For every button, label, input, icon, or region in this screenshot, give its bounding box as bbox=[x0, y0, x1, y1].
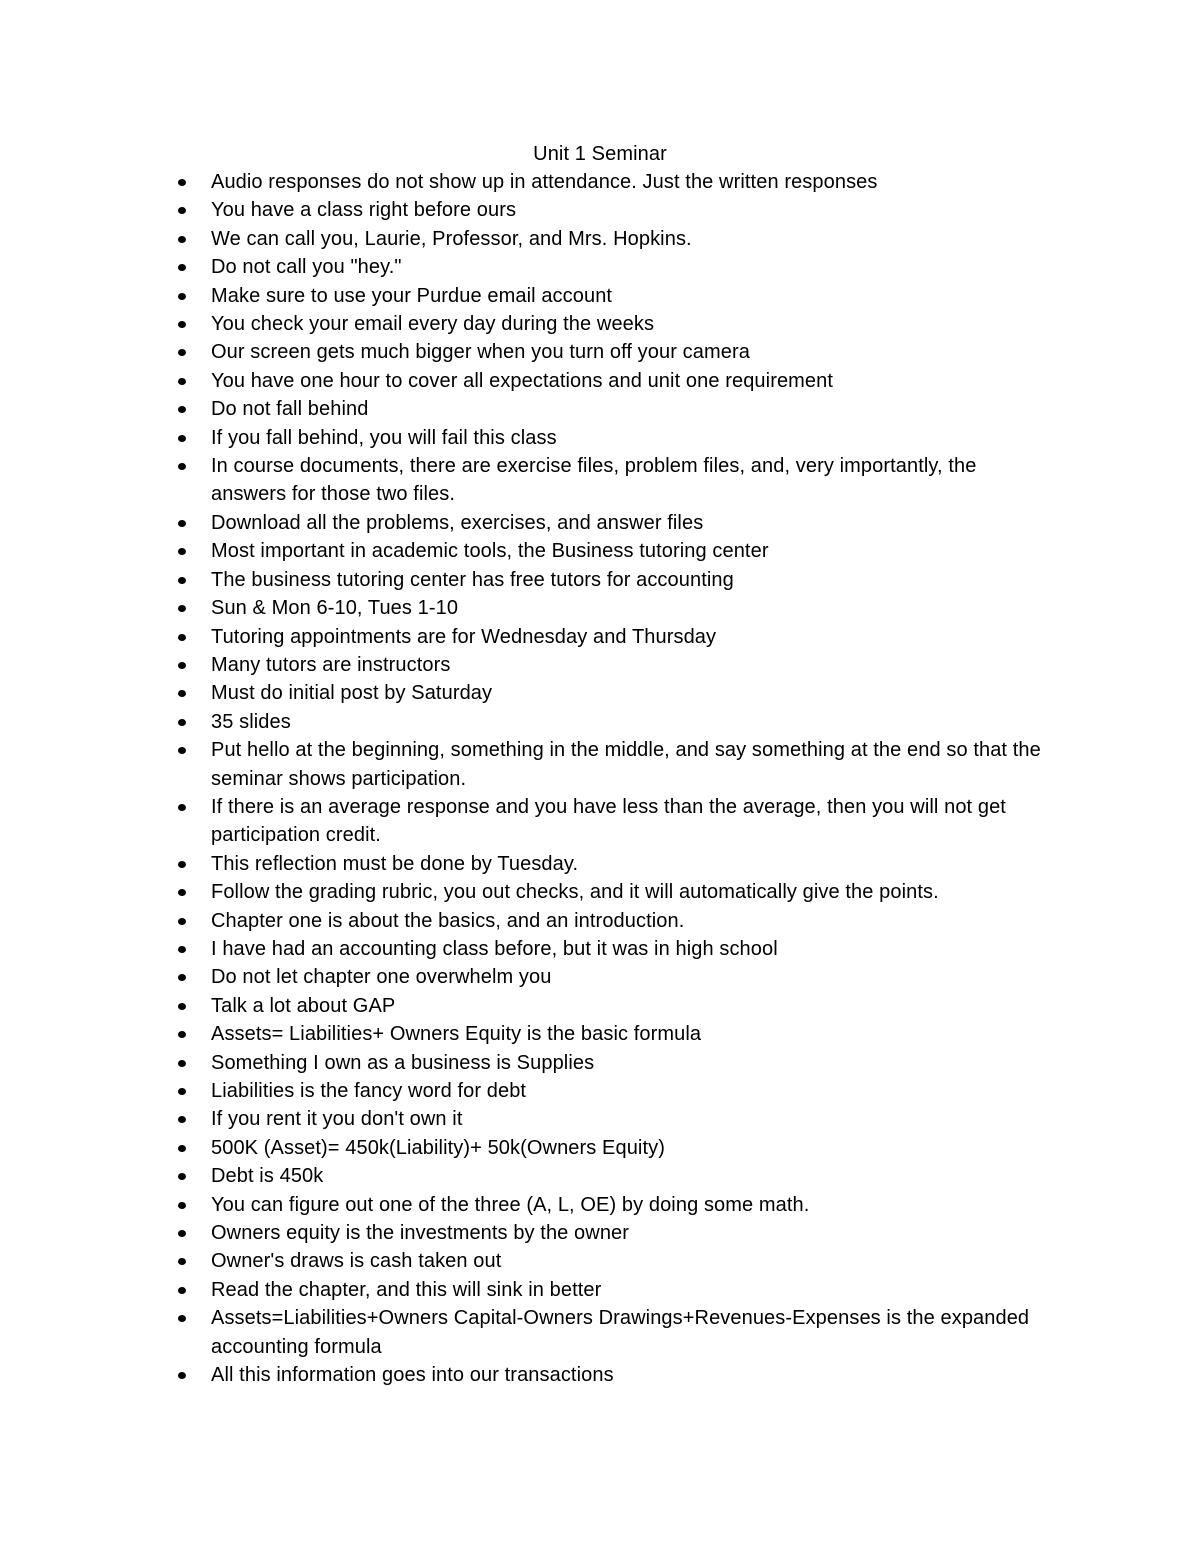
list-item bbox=[211, 907, 1041, 935]
list-item bbox=[211, 1049, 1041, 1077]
list-item bbox=[211, 566, 1041, 594]
list-item-text: If you fall behind, you will fail this class bbox=[211, 426, 557, 449]
list-item-text: Follow the grading rubric, you out checks, and it will automatically give the points. bbox=[211, 881, 939, 904]
list-item-text: 500K (Asset)= 450k(Liability)+ 50k(Owners Equity) bbox=[211, 1136, 665, 1159]
bullet-icon bbox=[178, 293, 186, 300]
bullet-icon bbox=[178, 1230, 186, 1237]
bullet-icon bbox=[178, 236, 186, 243]
bullet-icon bbox=[178, 1003, 186, 1010]
bullet-icon bbox=[178, 1372, 186, 1379]
list-item-text: You can figure out one of the three (A, L, OE) by doing some math. bbox=[211, 1193, 810, 1216]
bullet-icon bbox=[178, 548, 186, 555]
list-item-text: Assets= Liabilities+ Owners Equity is the basic formula bbox=[211, 1023, 702, 1046]
bullet-icon bbox=[178, 520, 186, 527]
list-item bbox=[211, 1219, 1041, 1247]
list-item-text: All this information goes into our transactions bbox=[211, 1364, 614, 1387]
bullet-icon bbox=[178, 1031, 186, 1038]
list-item bbox=[211, 594, 1041, 622]
bullet-icon bbox=[178, 889, 186, 896]
list-item bbox=[211, 1247, 1041, 1275]
list-item bbox=[211, 452, 1041, 509]
list-item-text: Liabilities is the fancy word for debt bbox=[211, 1080, 527, 1102]
list-item bbox=[211, 623, 1041, 651]
list-item bbox=[211, 282, 1041, 310]
list-item bbox=[211, 793, 1041, 850]
bullet-icon bbox=[178, 946, 186, 953]
list-item-text: In course documents, there are exercise files, problem files, and, very importantly, the answers for those two files. bbox=[211, 455, 977, 506]
list-item bbox=[211, 1077, 1041, 1105]
bullet-icon bbox=[178, 747, 186, 754]
bullet-icon bbox=[178, 1088, 186, 1095]
bullet-icon bbox=[178, 1145, 186, 1152]
list-item-text: The business tutoring center has free tutors for accounting bbox=[211, 568, 734, 591]
bullet-icon bbox=[178, 974, 186, 981]
list-item bbox=[211, 1020, 1041, 1048]
bullet-icon bbox=[178, 179, 186, 186]
list-item-text: Download all the problems, exercises, and answer files bbox=[211, 511, 704, 534]
list-item bbox=[211, 708, 1041, 736]
list-item-text: If there is an average response and you have less than the average, then you will not get participation credit. bbox=[211, 795, 1006, 847]
bullet-icon bbox=[178, 1173, 186, 1180]
list-item-text: Many tutors are instructors bbox=[211, 653, 451, 676]
list-item bbox=[211, 225, 1041, 253]
bullet-icon bbox=[178, 1315, 186, 1322]
list-item bbox=[211, 1162, 1041, 1190]
list-item bbox=[211, 424, 1041, 452]
bullet-icon bbox=[178, 1258, 186, 1265]
bullet-icon bbox=[178, 463, 186, 470]
bullet-icon bbox=[178, 690, 186, 697]
bullet-icon bbox=[178, 634, 186, 641]
list-item bbox=[211, 651, 1041, 679]
list-item-text: Do not let chapter one overwhelm you bbox=[211, 966, 552, 989]
list-item-text: Put hello at the beginning, something in the middle, and say something at the end so that the seminar shows participation. bbox=[211, 739, 1041, 790]
bullet-icon bbox=[178, 435, 186, 442]
bullet-icon bbox=[178, 861, 186, 868]
list-item bbox=[211, 1361, 1041, 1389]
list-item-text: Debt is 450k bbox=[211, 1165, 324, 1188]
list-item bbox=[211, 395, 1041, 423]
bullet-icon bbox=[178, 349, 186, 356]
list-item bbox=[211, 1304, 1041, 1361]
list-item-text: Make sure to use your Purdue email account bbox=[211, 284, 613, 307]
bullet-icon bbox=[178, 1116, 186, 1123]
notes-list bbox=[211, 168, 1041, 1389]
list-item-text: You have a class right before ours bbox=[211, 199, 517, 222]
list-item bbox=[211, 1134, 1041, 1162]
list-item bbox=[211, 537, 1041, 565]
list-item bbox=[211, 338, 1041, 366]
list-item-text: Chapter one is about the basics, and an introduction. bbox=[211, 909, 685, 932]
list-item-text: If you rent it you don't own it bbox=[211, 1108, 463, 1131]
list-item-text: I have had an accounting class before, but it was in high school bbox=[211, 937, 778, 960]
list-item bbox=[211, 253, 1041, 281]
bullet-icon bbox=[178, 918, 186, 925]
list-item bbox=[211, 1105, 1041, 1133]
bullet-icon bbox=[178, 378, 186, 385]
list-item-text: We can call you, Laurie, Professor, and Mrs. Hopkins. bbox=[211, 227, 692, 250]
bullet-icon bbox=[178, 1202, 186, 1209]
list-item bbox=[211, 196, 1041, 224]
list-item-text: Our screen gets much bigger when you turn off your camera bbox=[211, 341, 750, 364]
list-item-text: Read the chapter, and this will sink in better bbox=[211, 1278, 602, 1301]
bullet-icon bbox=[178, 1287, 186, 1294]
list-item-text: Do not fall behind bbox=[211, 398, 369, 421]
list-item-text: Audio responses do not show up in attendance. Just the written responses bbox=[211, 171, 878, 193]
list-item-text: Owners equity is the investments by the owner bbox=[211, 1222, 630, 1245]
list-item-text: Owner's draws is cash taken out bbox=[211, 1250, 502, 1273]
list-item bbox=[211, 992, 1041, 1020]
bullet-icon bbox=[178, 406, 186, 413]
bullet-icon bbox=[178, 577, 186, 584]
list-item bbox=[211, 679, 1041, 707]
bullet-icon bbox=[178, 207, 186, 214]
bullet-icon bbox=[178, 605, 186, 612]
list-item bbox=[211, 736, 1041, 793]
list-item-text: Sun & Mon 6-10, Tues 1-10 bbox=[211, 597, 459, 620]
list-item bbox=[211, 310, 1041, 338]
list-item bbox=[211, 850, 1041, 878]
list-item-text: Tutoring appointments are for Wednesday and Thursday bbox=[211, 625, 717, 648]
bullet-icon bbox=[178, 719, 186, 726]
list-item bbox=[211, 878, 1041, 906]
list-item-text: You have one hour to cover all expectations and unit one requirement bbox=[211, 369, 834, 392]
list-item-text: This reflection must be done by Tuesday. bbox=[211, 852, 579, 875]
list-item bbox=[211, 1191, 1041, 1219]
bullet-icon bbox=[178, 264, 186, 271]
list-item-text: Do not call you "hey." bbox=[211, 256, 402, 279]
list-item-text: Assets=Liabilities+Owners Capital-Owners Drawings+Revenues-Expenses is the expanded accounting formula bbox=[211, 1307, 1030, 1358]
list-item bbox=[211, 963, 1041, 991]
list-item-text: You check your email every day during the weeks bbox=[211, 313, 655, 336]
list-item-text: Talk a lot about GAP bbox=[211, 994, 396, 1017]
list-item bbox=[211, 509, 1041, 537]
document-title: Unit 1 Seminar bbox=[533, 143, 667, 165]
list-item bbox=[211, 168, 1041, 196]
list-item-text: 35 slides bbox=[211, 710, 291, 733]
list-item bbox=[211, 367, 1041, 395]
list-item-text: Must do initial post by Saturday bbox=[211, 682, 493, 705]
bullet-icon bbox=[178, 1060, 186, 1067]
list-item-text: Most important in academic tools, the Business tutoring center bbox=[211, 540, 769, 563]
list-item bbox=[211, 1276, 1041, 1304]
bullet-icon bbox=[178, 804, 186, 811]
list-item-text: Something I own as a business is Supplies bbox=[211, 1051, 595, 1074]
bullet-icon bbox=[178, 321, 186, 328]
bullet-icon bbox=[178, 662, 186, 669]
list-item bbox=[211, 935, 1041, 963]
